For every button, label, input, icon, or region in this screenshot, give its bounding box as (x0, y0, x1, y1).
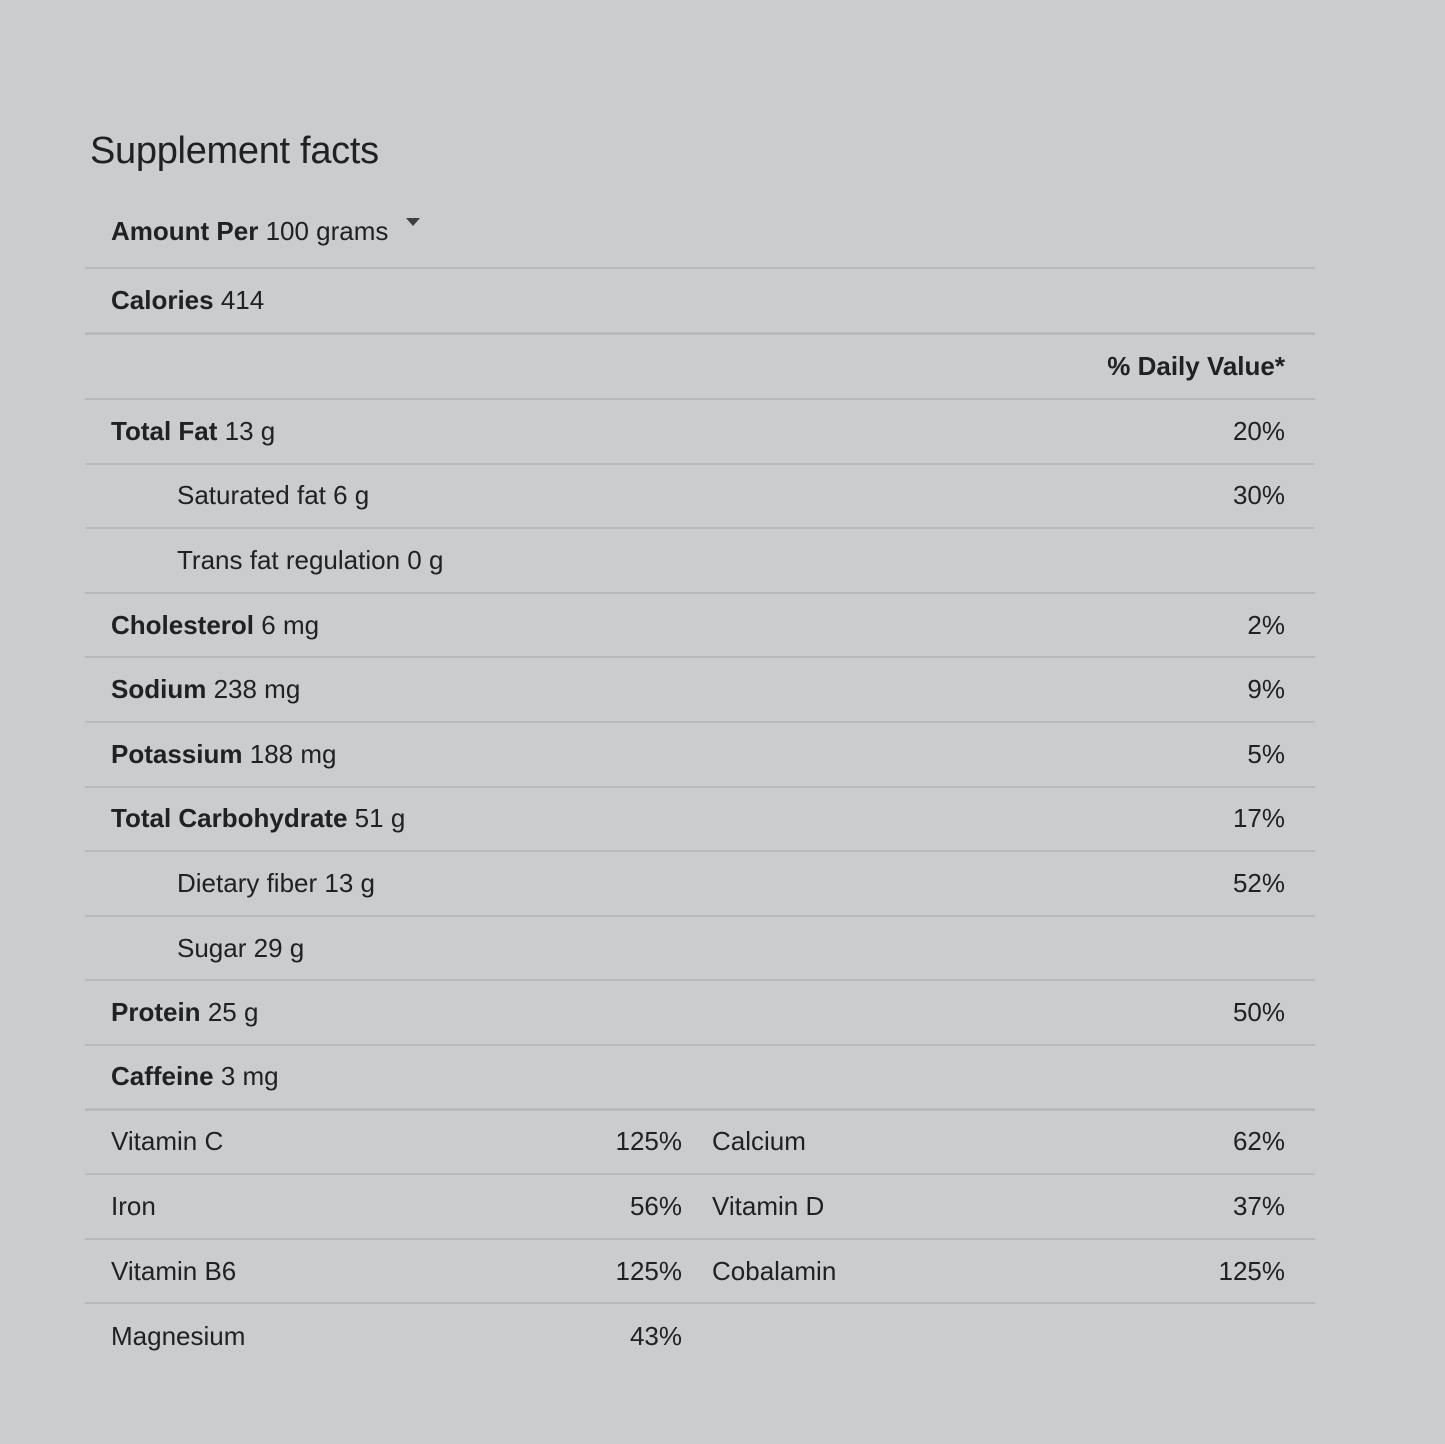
vitamin-cell (85, 1175, 685, 1238)
nutrient-name: Dietary fiber (177, 867, 318, 898)
nutrient-amount: 13 g (224, 415, 276, 446)
vitamin-cell (685, 1111, 1315, 1174)
calories-label: Calories (111, 285, 214, 315)
vitamin-dv: 125% (1218, 1255, 1285, 1286)
page-title: Supplement facts (90, 130, 379, 172)
nutrient-name: Total Carbohydrate (111, 803, 348, 834)
vitamin-cell (685, 1175, 1315, 1238)
caret-down-icon[interactable] (406, 218, 420, 226)
nutrient-dv: 20% (1232, 415, 1285, 446)
vitamin-row (85, 1175, 1315, 1240)
vitamin-dv: 125% (615, 1126, 682, 1157)
nutrient-row-dietary-fiber (85, 852, 1315, 917)
vitamin-dv: 56% (629, 1190, 682, 1221)
nutrient-row-saturated-fat (85, 465, 1315, 530)
nutrient-amount: 25 g (207, 997, 259, 1028)
nutrient-name: Sodium (111, 674, 207, 705)
nutrient-amount: 51 g (354, 803, 406, 834)
nutrient-amount: 0 g (407, 544, 444, 575)
nutrient-dv: 52% (1232, 867, 1285, 898)
nutrient-amount: 29 g (253, 932, 305, 963)
nutrient-name: Potassium (111, 738, 243, 769)
nutrient-dv: 50% (1232, 997, 1285, 1028)
calories-row (85, 269, 1315, 335)
amount-per-bold: Amount Per (111, 216, 259, 246)
nutrient-row-caffeine (85, 1046, 1315, 1111)
vitamin-name: Iron (111, 1190, 156, 1221)
vitamin-name: Magnesium (111, 1321, 246, 1352)
nutrient-dv: 2% (1247, 609, 1285, 640)
vitamin-cell (85, 1240, 685, 1303)
nutrient-amount: 13 g (324, 867, 375, 898)
vitamin-row (85, 1240, 1315, 1305)
nutrient-row-trans-fat (85, 529, 1315, 594)
nutrient-dv: 17% (1232, 803, 1285, 834)
vitamin-dv: 37% (1232, 1190, 1285, 1221)
daily-value-label: % Daily Value* (1107, 351, 1285, 381)
nutrient-name: Saturated fat (177, 480, 326, 511)
vitamin-name: Calcium (712, 1126, 806, 1157)
nutrient-dv: 30% (1232, 480, 1285, 511)
vitamin-dv: 62% (1232, 1126, 1285, 1157)
nutrient-row-total-fat (85, 400, 1315, 465)
nutrient-amount: 3 mg (220, 1061, 279, 1092)
nutrient-name: Trans fat regulation (177, 544, 401, 575)
vitamin-cell (85, 1111, 685, 1174)
vitamin-dv: 43% (629, 1321, 682, 1352)
vitamin-cell (85, 1304, 685, 1369)
amount-per-row (85, 196, 1315, 269)
nutrient-name: Sugar (177, 932, 247, 963)
vitamin-cell (685, 1240, 1315, 1303)
nutrient-amount: 6 g (333, 480, 370, 511)
supplement-facts-table (85, 196, 1315, 1369)
nutrient-name: Total Fat (111, 415, 218, 446)
vitamin-cell (685, 1304, 1315, 1369)
daily-value-header (85, 335, 1315, 400)
nutrient-row-total-carbohydrate (85, 788, 1315, 853)
calories-value: 414 (220, 285, 265, 315)
vitamin-row (85, 1111, 1315, 1176)
nutrient-row-sugar (85, 917, 1315, 982)
nutrient-name: Caffeine (111, 1061, 214, 1092)
nutrient-row-protein (85, 981, 1315, 1046)
vitamin-name: Cobalamin (712, 1255, 837, 1286)
nutrient-row-sodium (85, 658, 1315, 723)
amount-per-label (111, 216, 388, 247)
vitamin-row (85, 1304, 1315, 1369)
serving-unit-select[interactable]: 100 grams (265, 216, 389, 246)
nutrient-amount: 188 mg (249, 738, 337, 769)
vitamin-name: Vitamin C (111, 1126, 224, 1157)
nutrient-dv: 9% (1247, 674, 1285, 705)
nutrient-amount: 6 mg (261, 609, 320, 640)
vitamin-name: Vitamin D (712, 1190, 825, 1221)
nutrient-dv: 5% (1247, 738, 1285, 769)
nutrient-row-potassium (85, 723, 1315, 788)
vitamin-dv: 125% (615, 1255, 682, 1286)
nutrient-name: Protein (111, 997, 201, 1028)
nutrient-name: Cholesterol (111, 609, 255, 640)
nutrient-row-cholesterol (85, 594, 1315, 659)
vitamin-name: Vitamin B6 (111, 1255, 237, 1286)
nutrient-amount: 238 mg (213, 674, 301, 705)
